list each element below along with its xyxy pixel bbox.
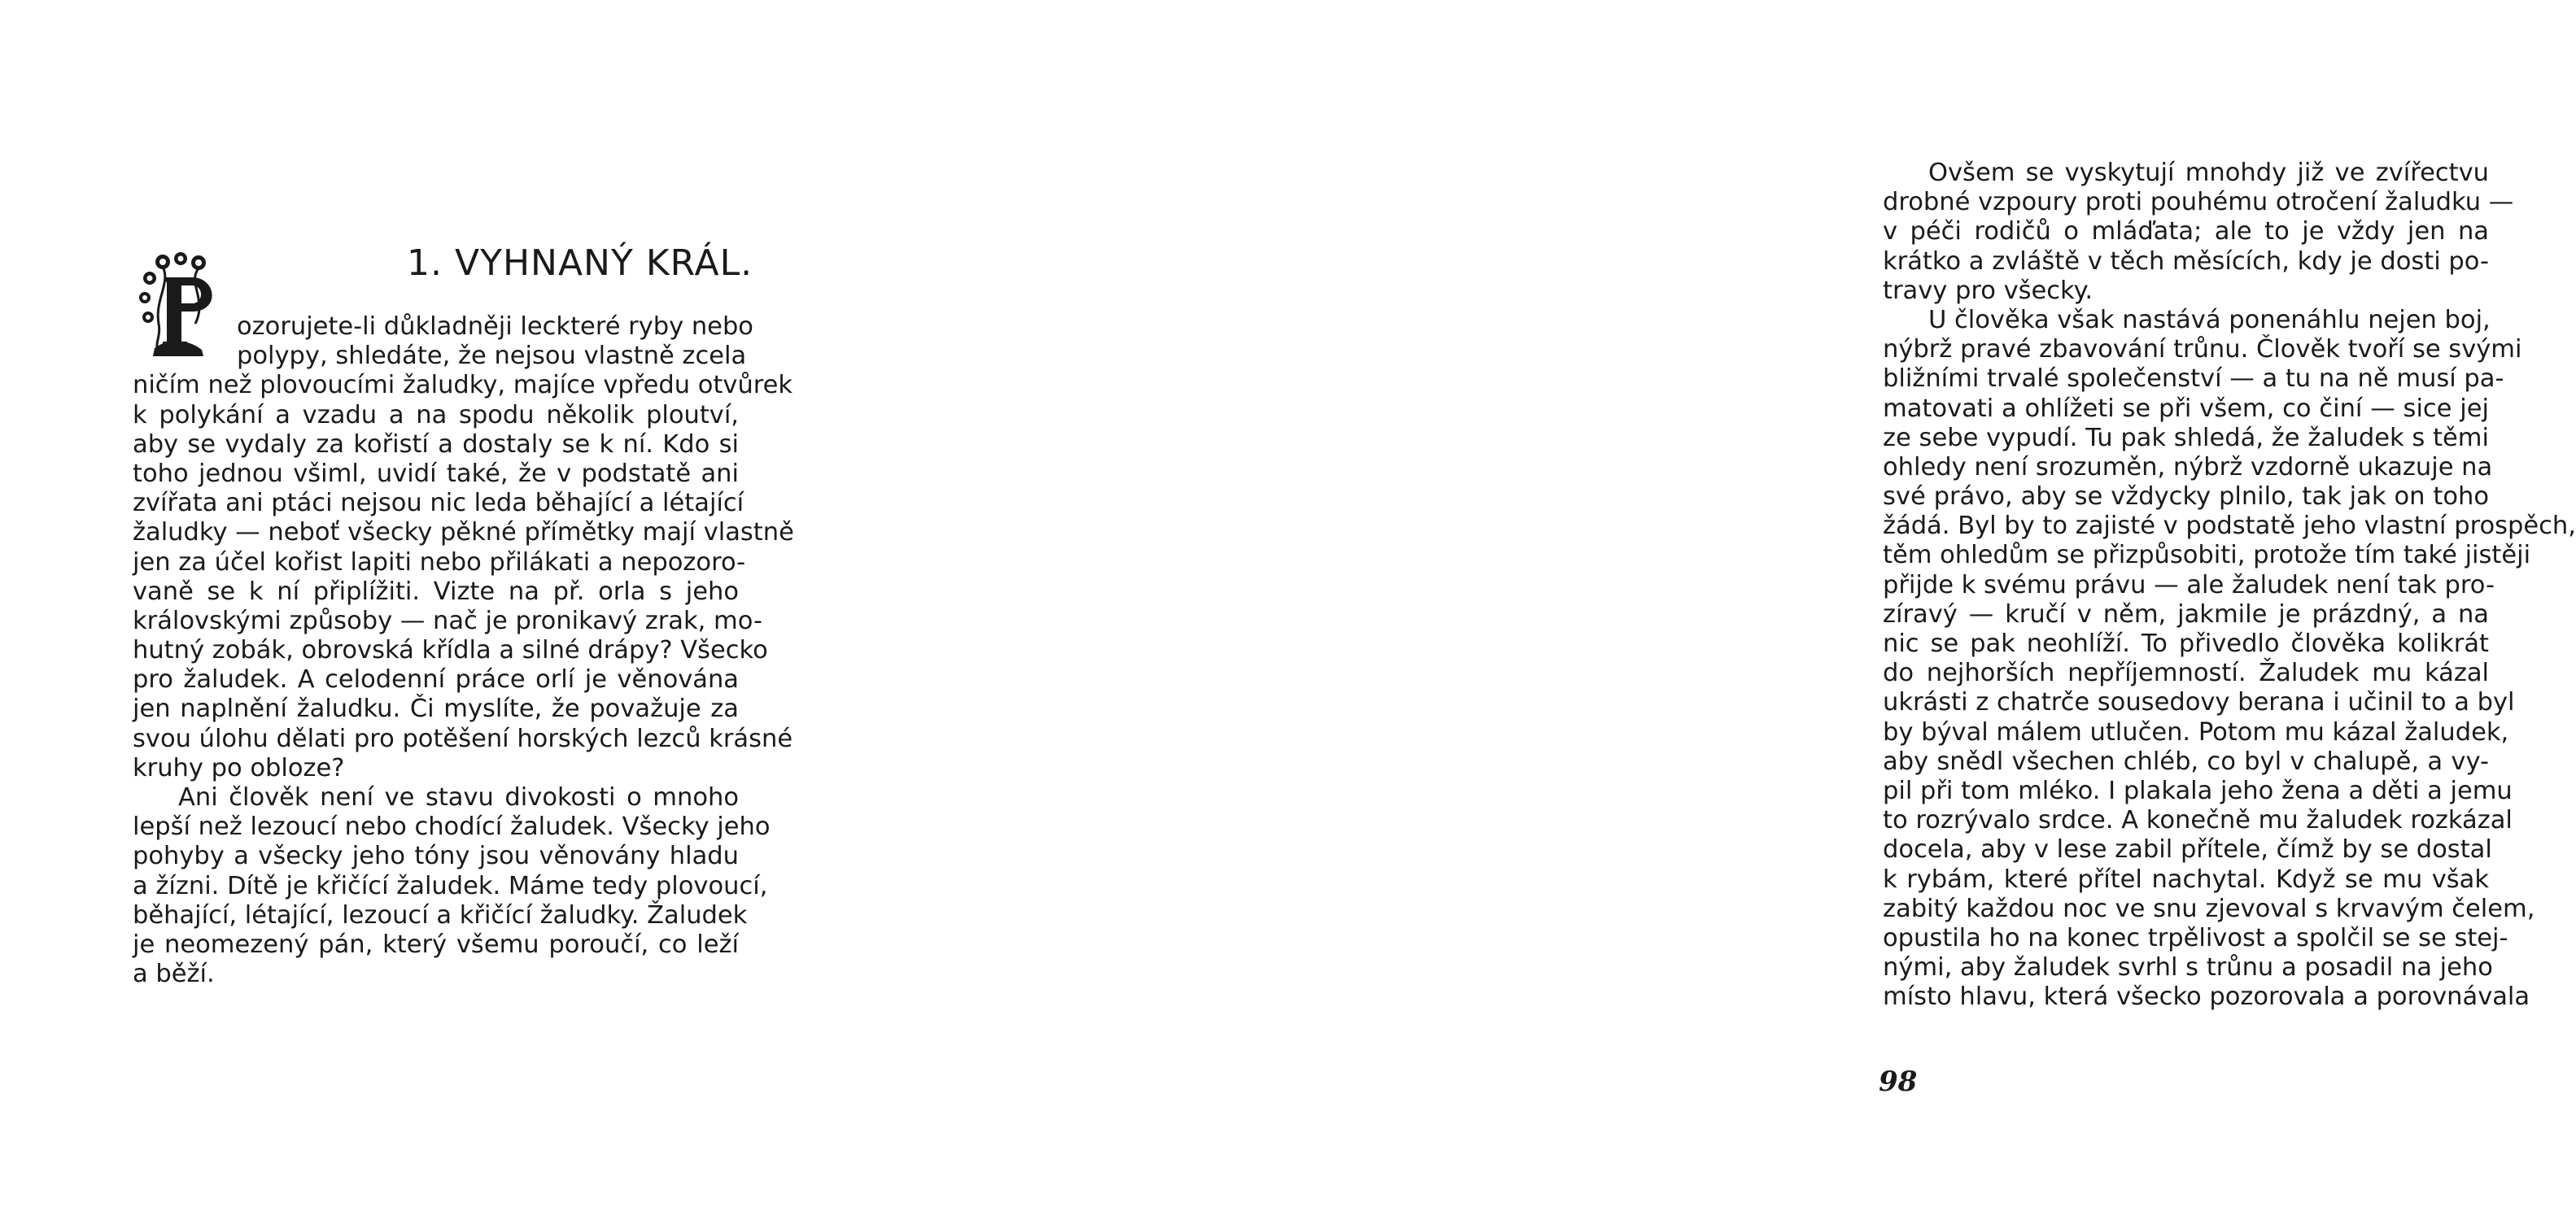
text-line: ze sebe vypudí. Tu pak shledá, že žaludek s těmi — [1883, 423, 2489, 452]
text-line: U člověka však nastává ponenáhlu nejen boj, — [1928, 305, 2491, 334]
text-line: toho jednou všiml, uvidí také, že v podstatě ani — [133, 459, 739, 488]
text-line: k rybám, které přítel nachytal. Když se mu však — [1883, 865, 2489, 894]
right-page — [870, 0, 2576, 1220]
text-line: opustila ho na konec trpělivost a spolčil se se stej- — [1883, 923, 2508, 952]
chapter-title: 1. VYHNANÝ KRÁL. — [407, 242, 753, 284]
text-line: vaně se k ní připlížiti. Vizte na př. orla s jeho — [133, 577, 739, 606]
text-line: žaludky — neboť všecky pěkné přímětky mají vlastně — [133, 518, 794, 547]
page-number: 98 — [1879, 1065, 1918, 1098]
text-line: to rozrývalo srdce. A konečně mu žaludek rozkázal — [1883, 806, 2513, 835]
text-line: jen naplnění žaludku. Či myslíte, že považuje za — [133, 695, 739, 724]
text-line: zabitý každou noc ve snu zjevoval s krvavým čelem, — [1883, 894, 2535, 923]
text-line: žádá. Byl by to zajisté v podstatě jeho vlastní prospěch, — [1883, 512, 2576, 541]
text-line: aby snědl všechen chléb, co byl v chalupě, a vy- — [1883, 747, 2489, 776]
text-line: Ani člověk není ve stavu divokosti o mnoho — [178, 783, 739, 812]
text-line: docela, aby v lese zabil přítele, čímž by se dostal — [1883, 835, 2492, 865]
text-line: královskými způsoby — nač je pronikavý zrak, mo- — [133, 606, 762, 635]
text-line: polypy, shledáte, že nejsou vlastně zcela — [237, 342, 747, 371]
text-line: přijde k svému právu — ale žaludek není tak pro- — [1883, 570, 2495, 599]
text-line: k polykání a vzadu a na spodu několik ploutví, — [133, 400, 739, 429]
text-line: hutný zobák, obrovská křídla a silné drápy? Všecko — [133, 636, 768, 665]
text-line: nýbrž pravé zbavování trůnu. Člověk tvoří se svými — [1883, 335, 2522, 364]
text-line: ničím než plovoucími žaludky, majíce vpředu otvůrek — [133, 371, 793, 400]
text-line: kruhy po obloze? — [133, 753, 345, 782]
text-line: těm ohledům se přizpůsobiti, protože tím také jistěji — [1883, 541, 2531, 570]
text-line: lepší než lezoucí nebo chodící žaludek. Všecky jeho — [133, 813, 771, 842]
text-line: by býval málem utlučen. Potom mu kázal žaludek, — [1883, 717, 2509, 747]
text-line: svou úlohu dělati pro potěšení horských lezců krásné — [133, 724, 793, 753]
text-line: a běží. — [133, 960, 215, 989]
text-line: nými, aby žaludek svrhl s trůnu a posadil na jeho — [1883, 953, 2493, 983]
text-line: ukrásti z chatrče sousedovy berana i učinil to a byl — [1883, 688, 2515, 717]
text-line: nic se pak neohlíží. To přivedlo člověka kolikrát — [1883, 630, 2489, 658]
text-line: je neomezený pán, který všemu poroučí, co leží — [133, 930, 739, 959]
text-line: zvířata ani ptáci nejsou nic leda běhající a létající — [133, 489, 744, 518]
text-line: bližními trvalé společenství — a tu na ně musí pa- — [1883, 364, 2504, 394]
text-line: jen za účel kořist lapiti nebo přilákati a nepozoro- — [133, 547, 746, 577]
text-line: pil při tom mléko. I plakala jeho žena a děti a jemu — [1883, 776, 2513, 805]
text-line: aby se vydaly za kořistí a dostaly se k ní. Kdo si — [133, 429, 739, 459]
text-line: v péči rodičů o mláďata; ale to je vždy jen na — [1883, 217, 2489, 246]
text-line: pro žaludek. A celodenní práce orlí je věnována — [133, 665, 739, 695]
text-line: zíravý — kručí v něm, jakmile je prázdný, a na — [1883, 599, 2489, 629]
text-line: matovati a ohlížeti se při všem, co činí — sice jej — [1883, 394, 2489, 423]
left-page — [0, 0, 870, 1220]
text-line: místo hlavu, která všecko pozorovala a porovnávala — [1883, 983, 2530, 1012]
text-line: drobné vzpoury proti pouhému otročení žaludku — — [1883, 188, 2514, 217]
right-page-text — [1883, 159, 2576, 1012]
text-line: ohledy není srozuměn, nýbrž vzdorně ukazuje na — [1883, 452, 2493, 481]
text-line: a žízni. Dítě je křičící žaludek. Máme tedy plovoucí, — [133, 871, 768, 900]
text-line: travy pro všecky. — [1883, 276, 2094, 305]
text-line: běhající, létající, lezoucí a křičící žaludky. Žaludek — [133, 900, 748, 930]
text-line: ozorujete-li důkladněji leckteré ryby nebo — [237, 312, 753, 341]
text-line: krátko a zvláště v těch měsících, kdy je dosti po- — [1883, 246, 2489, 276]
text-line: své právo, aby se vždycky plnilo, tak jak on toho — [1883, 482, 2489, 512]
text-line: Ovšem se vyskytují mnohdy již ve zvířectvu — [1928, 159, 2489, 187]
text-line: do nejhorších nepříjemností. Žaludek mu kázal — [1883, 659, 2489, 688]
left-page-text — [133, 312, 794, 989]
text-line: pohyby a všecky jeho tóny jsou věnovány hladu — [133, 842, 739, 871]
